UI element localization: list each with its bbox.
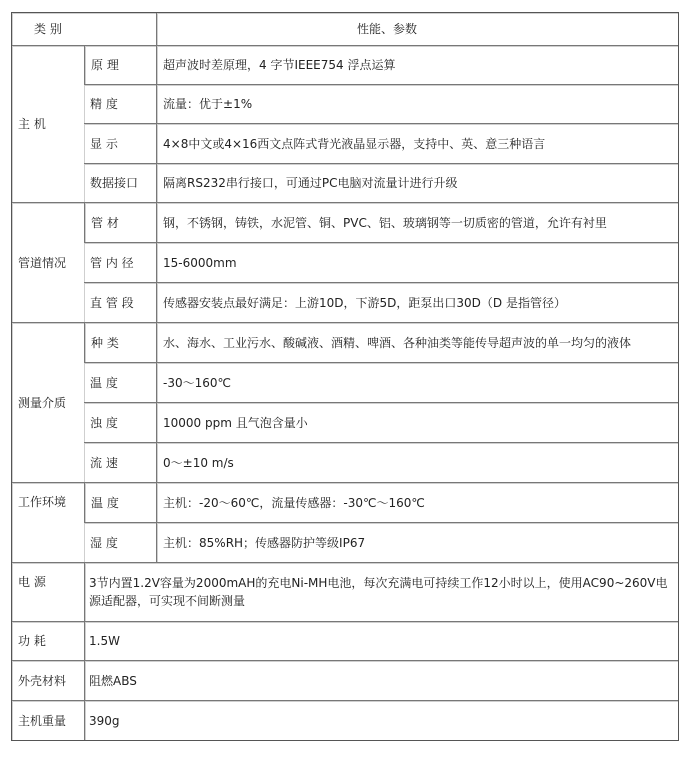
table-row <box>12 402 678 442</box>
table-row <box>12 442 678 482</box>
table-row <box>12 163 678 202</box>
value-cell: 钢，不锈钢，铸铁，水泥管、铜、PVC、铝、玻璃钢等一切质密的管道，允许有衬里 <box>156 202 678 242</box>
table-row <box>12 202 678 242</box>
category-power: 电 源 <box>12 562 84 621</box>
table-row <box>12 45 678 84</box>
value-cell: 390g <box>84 700 678 740</box>
value-cell: 4×8中文或4×16西文点阵式背光液晶显示器，支持中、英、意三种语言 <box>156 123 678 163</box>
table-row <box>12 282 678 322</box>
value-cell: 1.5W <box>84 621 678 660</box>
header-params: 性能、参数 <box>156 13 678 45</box>
sub-label: 浊 度 <box>84 402 156 442</box>
table-row <box>12 660 678 700</box>
table-row <box>12 482 678 522</box>
value-cell: 主机：85%RH；传感器防护等级IP67 <box>156 522 678 562</box>
category-housing: 外壳材料 <box>12 660 84 700</box>
value-cell: 10000 ppm 且气泡含量小 <box>156 402 678 442</box>
header-row <box>12 13 678 45</box>
category-medium: 测量介质 <box>12 322 84 482</box>
sub-label: 直 管 段 <box>84 282 156 322</box>
table-row <box>12 700 678 740</box>
value-cell: 3节内置1.2V容量为2000mAH的充电Ni-MH电池，每次充满电可持续工作12小时以上，使用AC90~260V电源适配器，可实现不间断测量 <box>84 562 678 621</box>
value-cell: -30～160℃ <box>156 362 678 402</box>
table-row <box>12 362 678 402</box>
value-cell: 0～±10 m/s <box>156 442 678 482</box>
sub-label: 精 度 <box>84 84 156 123</box>
category-host: 主 机 <box>12 45 84 202</box>
category-weight: 主机重量 <box>12 700 84 740</box>
sub-label: 原 理 <box>84 45 156 84</box>
value-cell: 水、海水、工业污水、酸碱液、酒精、啤酒、各种油类等能传导超声波的单一均匀的液体 <box>156 322 678 362</box>
sub-label: 温 度 <box>84 362 156 402</box>
spec-table <box>11 12 679 741</box>
value-cell: 超声波时差原理，4 字节IEEE754 浮点运算 <box>156 45 678 84</box>
value-cell: 阻燃ABS <box>84 660 678 700</box>
sub-label: 温 度 <box>84 482 156 522</box>
value-cell: 流量：优于±1% <box>156 84 678 123</box>
category-consumption: 功 耗 <box>12 621 84 660</box>
header-category: 类 别 <box>12 13 156 45</box>
value-cell: 主机：-20～60℃，流量传感器：-30℃～160℃ <box>156 482 678 522</box>
value-cell: 15-6000mm <box>156 242 678 282</box>
value-cell: 隔离RS232串行接口，可通过PC电脑对流量计进行升级 <box>156 163 678 202</box>
table-row <box>12 562 678 621</box>
sub-label: 管 材 <box>84 202 156 242</box>
sub-label: 管 内 径 <box>84 242 156 282</box>
table-row <box>12 621 678 660</box>
value-cell: 传感器安装点最好满足：上游10D，下游5D，距泵出口30D（D 是指管径） <box>156 282 678 322</box>
table-row <box>12 522 678 562</box>
category-pipe: 管道情况 <box>12 202 84 322</box>
table-row <box>12 123 678 163</box>
sub-label: 流 速 <box>84 442 156 482</box>
table-row <box>12 84 678 123</box>
table-row <box>12 322 678 362</box>
category-env: 工作环境 <box>12 482 84 562</box>
sub-label: 数据接口 <box>84 163 156 202</box>
table-row <box>12 242 678 282</box>
sub-label: 种 类 <box>84 322 156 362</box>
sub-label: 湿 度 <box>84 522 156 562</box>
sub-label: 显 示 <box>84 123 156 163</box>
